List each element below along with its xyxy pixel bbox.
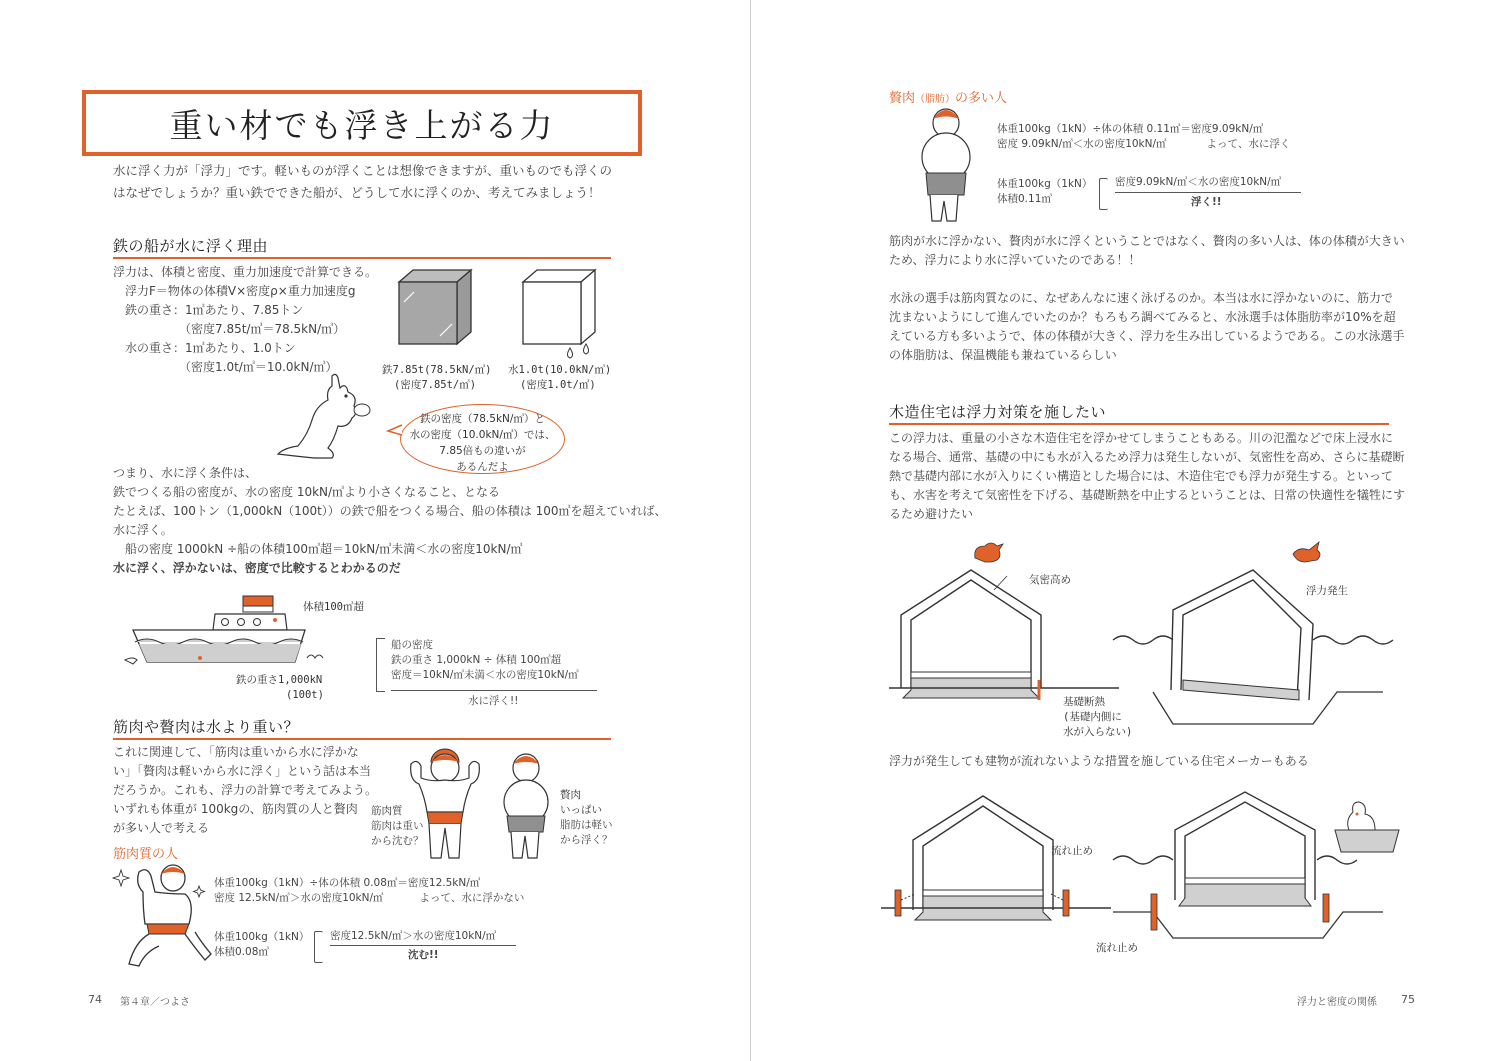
buoyancy-label: 浮力発生 (1306, 585, 1348, 597)
swimmer-paragraph (889, 289, 1405, 365)
anchored-house-diagram (881, 790, 1111, 940)
ship-volume-label: 体積100㎥超 (303, 601, 364, 613)
muscle-density-calc (214, 876, 524, 906)
bubble-line: 水の密度（10.0kN/㎥）では、 (409, 429, 556, 441)
muscular-man-illustration (405, 750, 485, 865)
text-line: も、水害を考えて気密性を下げる、基礎断熱を中止するということは、日常の快適性を犠牲にす (889, 488, 1406, 502)
page-number-left: 74 (88, 993, 102, 1006)
text-line: 鉄でつくる船の密度が、水の密度 10kN/㎥より小さくなること、となる (113, 485, 501, 499)
calc-line: 体重100kg（1kN） (997, 178, 1093, 190)
flow-stop-label-1: 流れ止め (1051, 845, 1093, 857)
text-line: 船の密度 1000kN ÷船の体積100㎥超＝10kN/㎥未満＜水の密度10kN/㎥ (125, 542, 523, 556)
conclusion-line: 水に浮く、浮かないは、密度で比較するとわかるのだ (113, 561, 401, 575)
text-line: 筋肉が水に浮かない、贅肉が水に浮くということではなく、贅肉の多い人は、体の体積が大きい (889, 234, 1405, 248)
iron-density-label (382, 363, 492, 393)
calc-result: よって、水に浮く (1206, 138, 1291, 150)
calc-line: 体積0.11㎥ (997, 193, 1052, 205)
intro-text (113, 160, 612, 204)
fat-calc-summary (997, 177, 1092, 207)
label-line: 基礎断熱 (1063, 696, 1105, 708)
fat-caption (560, 788, 613, 848)
label-line: 水が入らない) (1063, 726, 1133, 738)
text-line: たとえば、100トン（1,000kN（100t））の鉄で船をつくる場合、船の体積は 100㎥を超えていれば、 (113, 504, 667, 518)
bubble-tail (388, 425, 404, 437)
muscle-person-heading: 筋肉質の人 (113, 847, 179, 862)
text-line: この浮力は、重量の小さな木造住宅を浮かせてしまうこともある。川の氾濫などで床上浸水に (889, 431, 1394, 445)
chapter-label: 第４章／つよさ (120, 997, 190, 1008)
text-line: い」「贅肉は軽いから水に浮く」という話は本当 (113, 764, 372, 778)
ship-density-calc (391, 638, 579, 683)
airtight-label: 気密高め (1029, 574, 1071, 586)
wooden-house-text (889, 429, 1405, 524)
section-heading-iron-ship: 鉄の船が水に浮く理由 (113, 237, 269, 255)
calc-line: 密度 12.5kN/㎥＞水の密度10kN/㎥ (214, 892, 384, 904)
fat-density-calc (997, 122, 1290, 152)
section-rule (113, 257, 611, 259)
caption-line: から沈む？ (371, 835, 424, 847)
text-line: 鉄の重さ：1㎥あたり、7.85トン (125, 303, 304, 317)
section-rule (113, 738, 611, 740)
calc-rule (1115, 192, 1301, 193)
label-line: (密度1.0t/㎥) (520, 379, 596, 391)
caption-line: 贅肉 (560, 789, 581, 801)
bubble-line: 7.85倍もの違いが (439, 445, 526, 457)
section-heading-wooden-house: 木造住宅は浮力対策を施したい (889, 403, 1107, 421)
text-line: だろうか。これも、浮力の計算で考えてみよう。 (113, 783, 378, 797)
flow-stop-label-2: 流れ止め (1096, 942, 1138, 954)
calc-result: よって、水に浮かない (419, 892, 525, 904)
intro-line: はなぜでしょうか？重い鉄でできた船が、どうして水に浮くのか、考えてみましょう！ (113, 185, 601, 200)
muscle-result-sink: 沈む!! (408, 949, 439, 961)
text-line: ため、浮力により水に浮いていたのである！！ (889, 253, 1141, 267)
page-title: 重い材でも浮き上がる力 (82, 90, 642, 156)
ship-weight-label (236, 673, 324, 703)
posing-muscular-man-illustration (115, 862, 205, 977)
bubble-line: あるんだよ (456, 461, 509, 473)
fat-explanation (889, 232, 1405, 270)
text-line: 水泳の選手は筋肉質なのに、なぜあんなに速く泳げるのか。本当は水に浮かないのに、筋力で (889, 291, 1394, 305)
text-line: なる場合、通常、基礎の中にも水が入るため浮力は発生しないが、気密性を高め、さらに基礎断 (889, 450, 1405, 464)
fat-density-compare: 密度9.09kN/㎥＜水の密度10kN/㎥ (1115, 176, 1282, 188)
label-line: 鉄7.85t(78.5kN/㎥) (382, 364, 492, 376)
heading-main: 贅肉 (889, 91, 916, 106)
text-line: 水の重さ：1㎥あたり、1.0トン (125, 341, 296, 355)
text-line: えている方も多いようで、体の体積が大きく、浮力を生み出しているようである。この水泳選手 (889, 329, 1405, 343)
text-line: （密度7.85t/㎥＝78.5kN/㎥） (179, 322, 346, 336)
text-line: つまり、水に浮く条件は、 (113, 466, 258, 480)
calc-line: 体重100kg（1kN） (214, 931, 310, 943)
water-cube-illustration (520, 268, 600, 368)
caption-line: 脂肪は軽い (560, 819, 613, 831)
calc-bracket (314, 931, 323, 963)
fat-person-heading (889, 87, 1007, 106)
text-line: 浮力は、体積と密度、重力加速度で計算できる。 (113, 265, 378, 279)
text-line: 水に浮く。 (113, 523, 173, 537)
muscle-fat-text (113, 743, 377, 838)
caption-line: 筋肉は重い (371, 820, 424, 832)
text-line: いずれも体重が 100kgの、筋肉質の人と贅肉 (113, 802, 358, 816)
ship-calc-bracket (376, 638, 385, 692)
floating-condition-text (113, 464, 667, 578)
label-line: (基礎内側に (1063, 711, 1122, 723)
floating-house-diagram (1113, 540, 1393, 730)
calc-bracket (1099, 178, 1108, 210)
label-line: (100t) (286, 689, 324, 701)
buoyancy-formula-block (113, 263, 377, 377)
fat-result-float: 浮く!! (1191, 196, 1222, 208)
text-line: 熱で基礎内部に水が入りにくい構造とした場合には、木造住宅でも浮力が発生する。といって (889, 469, 1394, 483)
kangaroo-illustration (270, 370, 380, 460)
fat-person-illustration (916, 105, 976, 225)
calc-line: 密度＝10kN/㎥未満＜水の密度10kN/㎥ (391, 669, 579, 681)
text-line: これに関連して、「筋肉は重いから水に浮かな (113, 745, 359, 759)
text-line: の体脂肪は、保温機能も兼ねているらしい (889, 348, 1117, 362)
caption-line: から浮く？ (560, 834, 613, 846)
section-rule (889, 423, 1389, 425)
ship-result: 水に浮く!! (468, 695, 519, 707)
calc-rule (330, 945, 516, 946)
text-line: が多い人で考える (113, 821, 210, 835)
calc-line: 密度 9.09kN/㎥＜水の密度10kN/㎥ (997, 138, 1167, 150)
caption-line: 筋肉質 (371, 805, 403, 817)
muscle-density-compare: 密度12.5kN/㎥＞水の密度10kN/㎥ (330, 930, 497, 942)
page-number-right: 75 (1401, 993, 1415, 1006)
ship-illustration (125, 590, 325, 685)
heading-tail: の多い人 (955, 91, 1008, 106)
right-page (751, 0, 1500, 1061)
calc-line: 鉄の重さ 1,000kN ÷ 体積 100㎥超 (391, 654, 562, 666)
caption-line: いっぱい (560, 804, 602, 816)
calc-line: 体重100kg（1kN）÷体の体積 0.11㎥＝密度9.09kN/㎥ (997, 123, 1264, 135)
water-density-label (508, 363, 611, 393)
calc-line: 船の密度 (391, 639, 433, 651)
maker-note: 浮力が発生しても建物が流れないような措置を施している住宅メーカーもある (889, 754, 1309, 768)
formula-line: 浮力F＝物体の体積V×密度ρ×重力加速度g (125, 284, 356, 298)
calc-line: 体積0.08㎥ (214, 946, 269, 958)
label-line: 水1.0t(10.0kN/㎥) (508, 364, 612, 376)
text-line: 沈まないようにして進んでいたのか？もろもろ調べてみると、水泳選手は体脂肪率が10%を超 (889, 310, 1396, 324)
text-line: るため避けたい (889, 507, 974, 521)
chubby-man-illustration (495, 752, 557, 862)
label-line: 鉄の重さ1,000kN (236, 674, 323, 686)
anchored-floating-house-diagram (1113, 790, 1413, 950)
text-line: （密度1.0t/㎥＝10.0kN/㎥） (179, 360, 338, 374)
running-head: 浮力と密度の関係 (1297, 997, 1377, 1008)
calc-line: 体重100kg（1kN）÷体の体積 0.08㎥＝密度12.5kN/㎥ (214, 877, 481, 889)
intro-line: 水に浮く力が「浮力」です。軽いものが浮くことは想像できますが、重いものでも浮くの (113, 163, 613, 178)
bubble-line: 鉄の密度（78.5kN/㎥）と (420, 413, 545, 425)
calc-rule (391, 690, 597, 691)
label-line: (密度7.85t/㎥) (394, 379, 477, 391)
heading-paren: （脂肪） (915, 94, 956, 105)
muscle-calc-summary (214, 930, 309, 960)
section-heading-muscle-fat: 筋肉や贅肉は水より重い？ (113, 718, 300, 736)
iron-cube-illustration (396, 268, 476, 358)
airtight-house-diagram (889, 540, 1119, 710)
